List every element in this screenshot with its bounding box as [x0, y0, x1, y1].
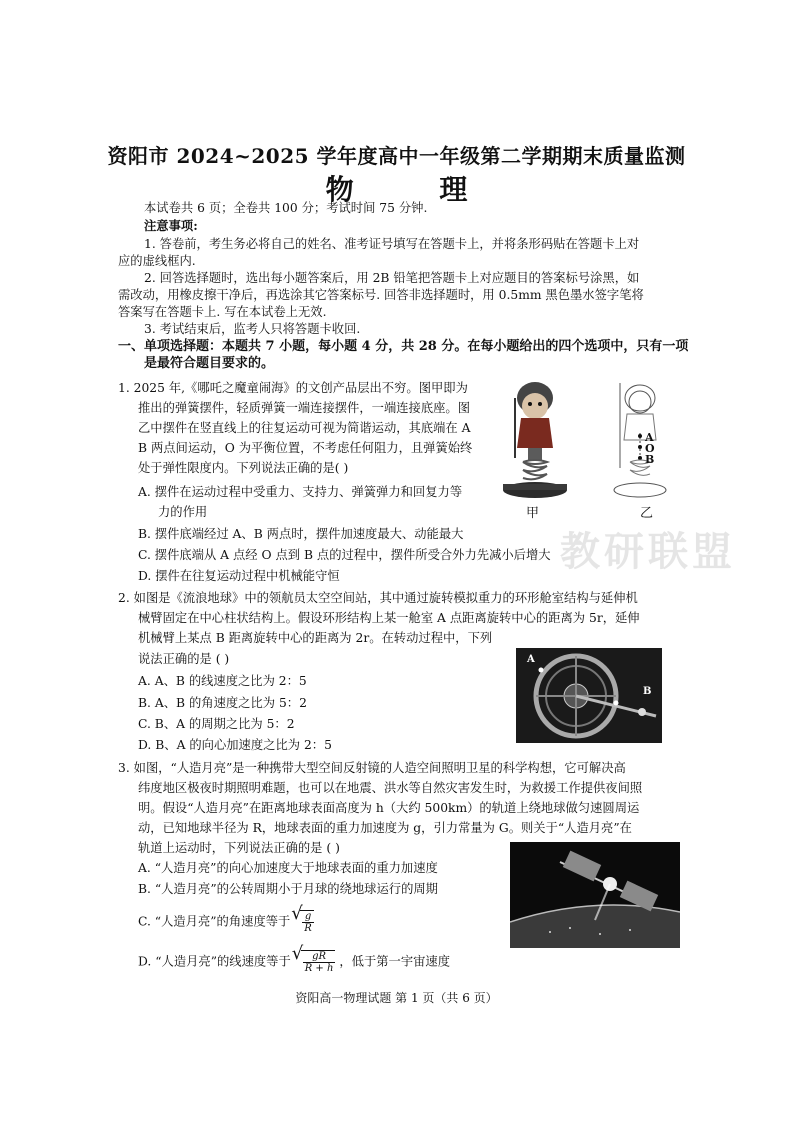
- notice-title: 注意事项:: [144, 218, 198, 233]
- figure-artificial-moon: [510, 842, 680, 948]
- section-heading-a: 一、单项选择题：本题共 7 小题，每小题 4 分，共 28 分。在每小题给出的四个选项中，只有一项: [118, 339, 689, 354]
- section-heading-b: 是最符合题目要求的。: [144, 356, 275, 371]
- q1-option-a1: A. 摆件在运动过程中受重力、支持力、弹簧弹力和回复力等: [138, 485, 463, 499]
- q1-line3: 乙中摆件在竖直线上的往复运动可视为简谐运动，其底端在 A: [138, 421, 471, 435]
- subject-title: 物 理: [325, 173, 506, 206]
- q3-option-c-sqrt: [300, 910, 314, 934]
- q3-d-numerator: √ gR: [303, 951, 336, 963]
- notice-2a: 2. 回答选择题时，选出每小题答案后，用 2B 铅笔把答题卡上对应题目的答案标号涂黑，如: [144, 271, 640, 285]
- q1-line4: B 两点间运动，O 为平衡位置，不考虑任何阻力，且弹簧始终: [138, 441, 473, 455]
- q3-d-denominator: R + h: [304, 963, 334, 974]
- q1-line5: 处于弹性限度内。下列说法正确的是( ): [138, 461, 349, 475]
- q3-line4: 动，已知地球半径为 R，地球表面的重力加速度为 g，引力常量为 G。则关于“人造月亮”在: [138, 821, 632, 835]
- figure-yi-point-b: B: [645, 453, 655, 466]
- figure-yi-label: 乙: [640, 506, 654, 521]
- notice-1b: 应的虚线框内.: [118, 254, 196, 268]
- q3-line3: 明。假设“人造月亮”在距离地球表面高度为 h（大约 500km）的轨道上绕地球做匀速圆周运: [138, 801, 640, 815]
- q2-option-b: B. A、B 的角速度之比为 5：2: [138, 696, 307, 710]
- q3-option-b: B. “人造月亮”的公转周期小于月球的绕地球运行的周期: [138, 882, 438, 896]
- q3-option-d-tail: ，低于第一宇宙速度: [339, 954, 451, 969]
- figure-yi-point-a: A: [645, 431, 654, 444]
- q3-line1: 3. 如图，“人造月亮”是一种携带大型空间反射镜的人造空间照明卫星的科学构想，它可解决高: [118, 761, 626, 775]
- q1-line1: 1. 2025 年,《哪吒之魔童闹海》的文创产品层出不穷。图甲即为: [118, 381, 468, 395]
- figure-station-point-b: B: [643, 686, 652, 697]
- q2-option-c: C. B、A 的周期之比为 5：2: [138, 717, 295, 731]
- q3-c-denominator: R: [304, 923, 312, 934]
- q3-option-c-text: C. “人造月亮”的角速度等于: [138, 914, 291, 929]
- q2-line2: 械臂固定在中心柱状结构上。假设环形结构上某一舱室 A 点距离旋转中心的距离为 5r，延伸: [138, 611, 640, 625]
- figure-jia-label: 甲: [526, 506, 540, 521]
- q2-option-a: A. A、B 的线速度之比为 2：5: [138, 674, 307, 688]
- watermark: 教研联盟: [560, 528, 736, 575]
- notice-2c: 答案写在答题卡上. 写在本试卷上无效.: [118, 305, 327, 319]
- page-footer: 资阳高一物理试题 第 1 页（共 6 页）: [295, 991, 498, 1005]
- q3-c-numerator: √ g: [302, 911, 314, 923]
- q1-option-c: C. 摆件底端从 A 点经 O 点到 B 点的过程中，摆件所受合外力先减小后增大: [138, 548, 551, 562]
- notice-2b: 需改动，用橡皮擦干净后，再选涂其它答案标号. 回答非选择题时，用 0.5mm 黑色墨水签字笔将: [118, 288, 644, 302]
- q1-option-a2: 力的作用: [158, 505, 208, 519]
- q3-line5: 轨道上运动时，下列说法正确的是 ( ): [138, 841, 340, 855]
- q2-line1: 2. 如图是《流浪地球》中的领航员太空空间站，其中通过旋转模拟重力的环形舱室结构与延伸机: [118, 591, 638, 605]
- q2-option-d: D. B、A 的向心加速度之比为 2：5: [138, 738, 332, 752]
- notice-1a: 1. 答卷前，考生务必将自己的姓名、准考证号填写在答题卡上，并将条形码贴在答题卡上对: [144, 237, 640, 251]
- q3-option-c: [138, 910, 314, 934]
- figure-station-point-a: A: [527, 654, 535, 665]
- q3-option-d-text: D. “人造月亮”的线速度等于: [138, 954, 291, 969]
- q3-option-a: A. “人造月亮”的向心加速度大于地球表面的重力加速度: [138, 861, 438, 875]
- q2-line4: 说法正确的是 ( ): [138, 652, 230, 666]
- exam-info: 本试卷共 6 页；全卷共 100 分；考试时间 75 分钟.: [144, 201, 428, 215]
- q2-line3: 机械臂上某点 B 距离旋转中心的距离为 2r。在转动过程中，下列: [138, 631, 493, 645]
- q3-line2: 纬度地区极夜时期照明难题，也可以在地震、洪水等自然灾害发生时，为救援工作提供夜间照: [138, 781, 643, 795]
- figure-space-station: [516, 648, 662, 743]
- figure-jia-toy: [490, 378, 580, 504]
- notice-3: 3. 考试结束后，监考人只将答题卡收回.: [144, 322, 361, 336]
- figure-yi-point-o: O: [645, 442, 655, 455]
- q3-option-d: [138, 950, 450, 974]
- q3-option-d-sqrt: [301, 950, 336, 974]
- q1-line2: 推出的弹簧摆件，轻质弹簧一端连接摆件，一端连接底座。图: [138, 401, 471, 415]
- exam-title: 资阳市 2024~2025 学年度高中一年级第二学期期末质量监测: [107, 144, 686, 168]
- q1-option-d: D. 摆件在往复运动过程中机械能守恒: [138, 569, 340, 583]
- figure-yi-sketch: [600, 378, 680, 504]
- q1-option-b: B. 摆件底端经过 A、B 两点时，摆件加速度最大、动能最大: [138, 527, 464, 541]
